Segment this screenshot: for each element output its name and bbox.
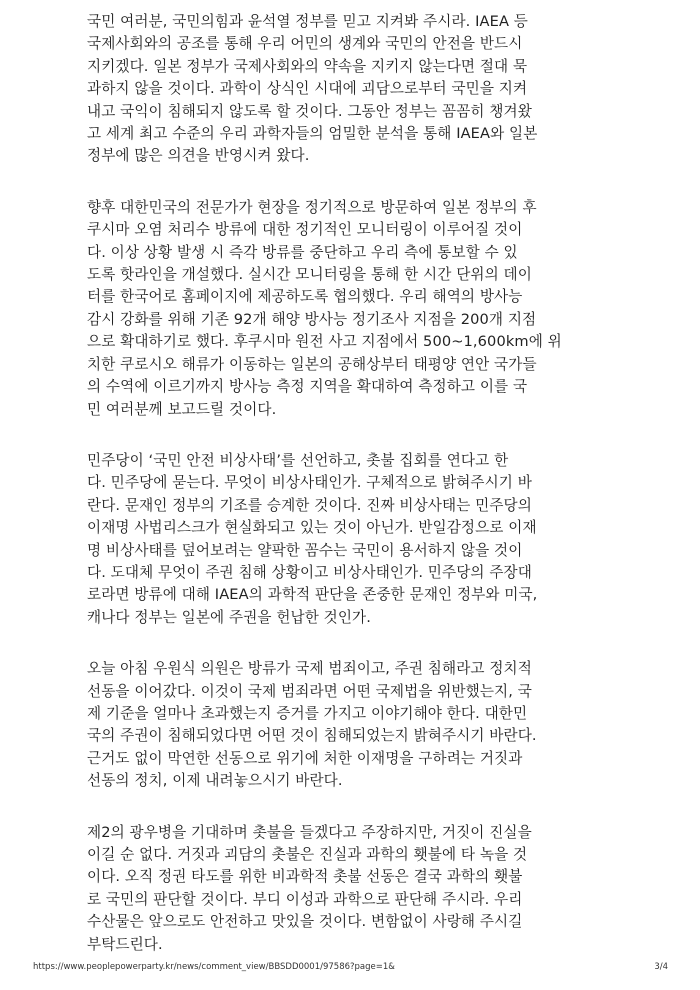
text-line: 고 세계 최고 수준의 우리 과학자들의 엄밀한 분석을 통해 IAEA와 일본: [87, 125, 538, 143]
text-line: 선동의 정치, 이제 내려놓으시기 바란다.: [87, 772, 343, 790]
text-line: 제2의 광우병을 기대하며 촛불을 들겠다고 주장하지만, 거짓이 진실을: [87, 823, 532, 841]
text-line: 제 기준을 얼마나 초과했는지 증거를 가지고 이야기해야 한다. 대한민: [87, 704, 528, 722]
text-line: 과하지 않을 것이다. 과학이 상식인 시대에 괴담으로부터 국민을 지켜: [87, 80, 528, 98]
text-line: 오늘 아침 우원식 의원은 방류가 국제 범죄이고, 주권 침해라고 정치적: [87, 660, 532, 678]
text-line: 지키겠다. 일본 정부가 국제사회와의 약속을 지키지 않는다면 절대 묵: [87, 57, 528, 75]
text-line: 쿠시마 오염 처리수 방류에 대한 정기적인 모니터링이 이루어질 것이: [87, 221, 523, 239]
text-line: 란다. 문재인 정부의 기조를 승계한 것이다. 진짜 비상사태는 민주당의: [87, 496, 532, 514]
text-line: 부탁드린다.: [87, 935, 163, 953]
paragraph: [87, 11, 617, 168]
print-footer: [0, 962, 700, 978]
text-line: 로라면 방류에 대해 IAEA의 과학적 판단을 존중한 문재인 정부와 미국,: [87, 586, 538, 604]
footer-page-number: 3/4: [654, 962, 668, 972]
paragraph: [87, 822, 617, 956]
text-line: 이다. 오직 정권 타도를 위한 비과학적 촛불 선동은 결국 과학의 횃불: [87, 868, 523, 886]
paragraph: [87, 197, 617, 421]
text-line: 다. 이상 상황 발생 시 즉각 방류를 중단하고 우리 측에 통보할 수 있: [87, 243, 518, 261]
text-line: 내고 국익이 침해되지 않도록 할 것이다. 그동안 정부는 꼼꼼히 챙겨왔: [87, 102, 532, 120]
text-line: 근거도 없이 막연한 선동으로 위기에 처한 이재명을 구하려는 거짓과: [87, 749, 523, 767]
text-line: 국민 여러분, 국민의힘과 윤석열 정부를 믿고 지켜봐 주시라. IAEA 등: [87, 13, 528, 30]
text-line: 이길 순 없다. 거짓과 괴담의 촛불은 진실과 과학의 횃불에 타 녹을 것: [87, 846, 528, 863]
text-line: 민 여러분께 보고드릴 것이다.: [87, 400, 277, 418]
text-line: 민주당이 ‘국민 안전 비상사태’를 선언하고, 촛불 집회를 연다고 한: [87, 451, 509, 469]
text-line: 국제사회와의 공조를 통해 우리 어민의 생계와 국민의 안전을 반드시: [87, 35, 523, 53]
text-line: 의 수역에 이르기까지 방사능 측정 지역을 확대하여 측정하고 이를 국: [87, 378, 528, 396]
paragraph: [87, 658, 617, 792]
text-line: 터를 한국어로 홈페이지에 제공하도록 협의했다. 우리 해역의 방사능: [87, 288, 523, 306]
text-line: 치한 쿠로시오 해류가 이동하는 일본의 공해상부터 태평양 연안 국가들: [87, 355, 537, 373]
text-line: 감시 강화를 위해 기존 92개 해양 방사능 정기조사 지점을 200개 지점: [87, 310, 537, 328]
text-line: 로 국민의 판단할 것이다. 부디 이성과 과학으로 판단해 주시라. 우리: [87, 890, 523, 908]
text-line: 캐나다 정부는 일본에 주권을 헌납한 것인가.: [87, 608, 371, 626]
text-line: 으로 확대하기로 했다. 후쿠시마 원전 사고 지점에서 500~1,600km에 위: [87, 333, 562, 351]
text-line: 선동을 이어갔다. 이것이 국제 범죄라면 어떤 국제법을 위반했는지, 국: [87, 682, 532, 700]
article-body: [87, 11, 617, 985]
text-line: 도록 핫라인을 개설했다. 실시간 모니터링을 통해 한 시간 단위의 데이: [87, 266, 532, 284]
text-line: 다. 민주당에 묻는다. 무엇이 비상사태인가. 구체적으로 밝혀주시기 바: [87, 474, 532, 492]
text-line: 향후 대한민국의 전문가가 현장을 정기적으로 방문하여 일본 정부의 후: [87, 198, 537, 216]
text-line: 국의 주권이 침해되었다면 어떤 것이 침해되었는지 밝혀주시기 바란다.: [87, 727, 537, 745]
text-line: 이재명 사법리스크가 현실화되고 있는 것이 아닌가. 반일감정으로 이재: [87, 519, 537, 537]
text-line: 정부에 많은 의견을 반영시켜 왔다.: [87, 147, 310, 165]
text-line: 다. 도대체 무엇이 주권 침해 상황이고 비상사태인가. 민주당의 주장대: [87, 563, 532, 581]
text-line: 수산물은 앞으로도 안전하고 맛있을 것이다. 변함없이 사랑해 주시길: [87, 913, 523, 931]
footer-url: https://www.peoplepowerparty.kr/news/comment_view/BBSDD0001/97586?page=1&: [33, 962, 395, 972]
text-line: 명 비상사태를 덮어보려는 얄팍한 꼼수는 국민이 용서하지 않을 것이: [87, 541, 523, 559]
paragraph: [87, 450, 617, 629]
